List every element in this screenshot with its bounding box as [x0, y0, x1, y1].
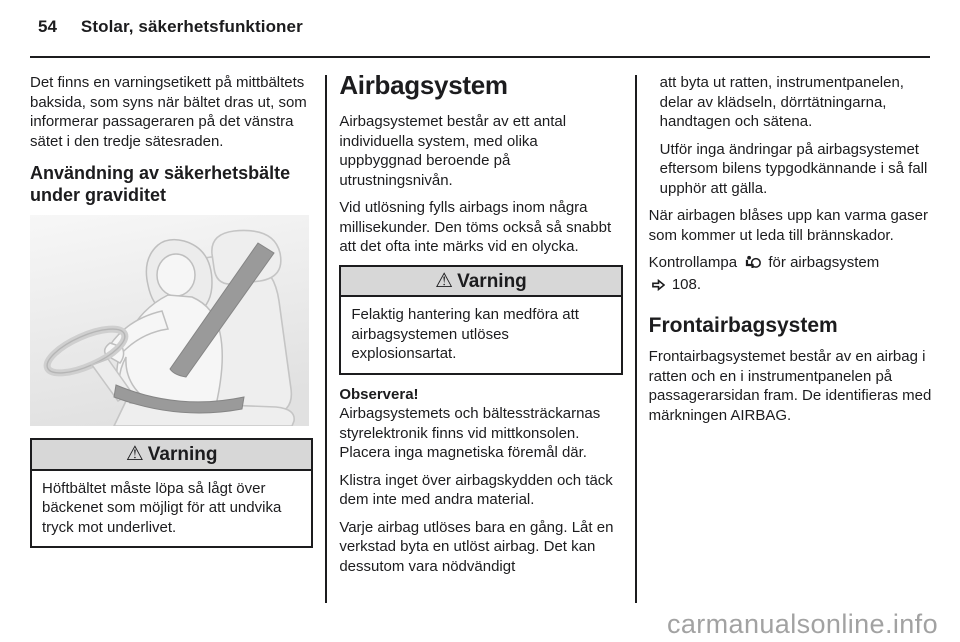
paragraph-airbag-covers: Klistra inget över airbagskydden och täck dem inte med andra material.	[339, 471, 613, 508]
paragraph-warning-label-info: Det finns en varningsetikett på mittbältets baksida, som syns när bältet dras ut, som informerar passageraren på det vänstra sätet i den tredje sätesraden.	[30, 74, 307, 150]
paragraph-airbag-overview: Airbagsystemet består av ett antal individuella system, med olika uppbyggnad beroende på utrustningsnivån.	[339, 113, 567, 189]
warning-title: Varning	[147, 444, 218, 465]
airbag-warning-lamp-icon	[744, 255, 761, 275]
note-label: Observera!	[339, 385, 419, 403]
column-divider-2	[635, 75, 637, 603]
lamp-text-before: Kontrollampa	[648, 254, 738, 271]
page-number: 54	[38, 17, 57, 36]
note-body: Airbagsystemets och bältessträckarnas styrelektronik finns vid mittkonsolen. Placera inga magnetiska föremål där.	[339, 405, 601, 461]
reference-arrow-icon	[652, 277, 665, 297]
warning-box-header	[341, 267, 620, 298]
warning-title: Varning	[457, 270, 527, 292]
warning-triangle-icon: ⚠	[435, 269, 454, 292]
column-3	[649, 73, 932, 607]
warning-triangle-icon: ⚠	[125, 443, 144, 465]
page-title: Stolar, säkerhetsfunktioner	[80, 17, 303, 36]
control-lamp-reference	[649, 253, 932, 296]
heading-airbag-system: Airbagsystem	[339, 70, 508, 100]
paragraph-airbag-deploy: Vid utlösning fylls airbags inom några millisekunder. Den töms också så snabbt att det ofta inte märks vid en olycka.	[339, 199, 612, 255]
warning-box-seatbelt	[30, 438, 313, 548]
warning-box-header	[32, 440, 311, 471]
paragraph-hot-gases: När airbagen blåses upp kan varma gaser som kommer ut leda till brännskador.	[648, 207, 928, 244]
paragraph-parts-replacement: att byta ut ratten, instrumentpanelen, delar av klädseln, dörrtätningarna, handtagen och sätena.	[659, 74, 904, 130]
paragraph-no-modifications: Utför inga ändringar på airbagsystemet eftersom bilens typgodkännande i så fall upphör att gälla.	[659, 140, 928, 197]
heading-seatbelt-pregnancy: Användning av säkerhetsbälte under graviditet	[30, 163, 291, 205]
header-rule	[30, 56, 930, 58]
lamp-text-after: för airbagsystem	[768, 254, 880, 271]
column-1	[30, 73, 313, 607]
content-columns	[30, 70, 932, 607]
paragraph-airbag-replacement: Varje airbag utlöses bara en gång. Låt en verkstad byta en utlöst airbag. Det kan dessutom vara nödvändigt	[339, 518, 614, 575]
paragraph-front-airbag: Frontairbagsystemet består av en airbag i ratten och en i instrumentpanelen på passagerarsidan fram. De identifieras med märkningen AIRBAG.	[648, 348, 932, 424]
warning-body: Felaktig hantering kan medföra att airbagsystemen utlöses explosionsartat.	[351, 306, 579, 362]
warning-box-airbag	[339, 265, 622, 375]
page-header	[0, 0, 960, 37]
heading-front-airbag: Frontairbagsystem	[648, 314, 838, 337]
pregnant-driver-seatbelt-illustration	[30, 215, 309, 426]
watermark: carmanualsonline.info	[666, 609, 938, 639]
column-2	[339, 70, 622, 607]
column-divider-1	[325, 75, 327, 603]
warning-body: Höftbältet måste löpa så lågt över bäckenet som möjligt för att undvika tryck mot underlivet.	[42, 479, 282, 536]
lamp-ref-page: 108.	[671, 275, 702, 293]
